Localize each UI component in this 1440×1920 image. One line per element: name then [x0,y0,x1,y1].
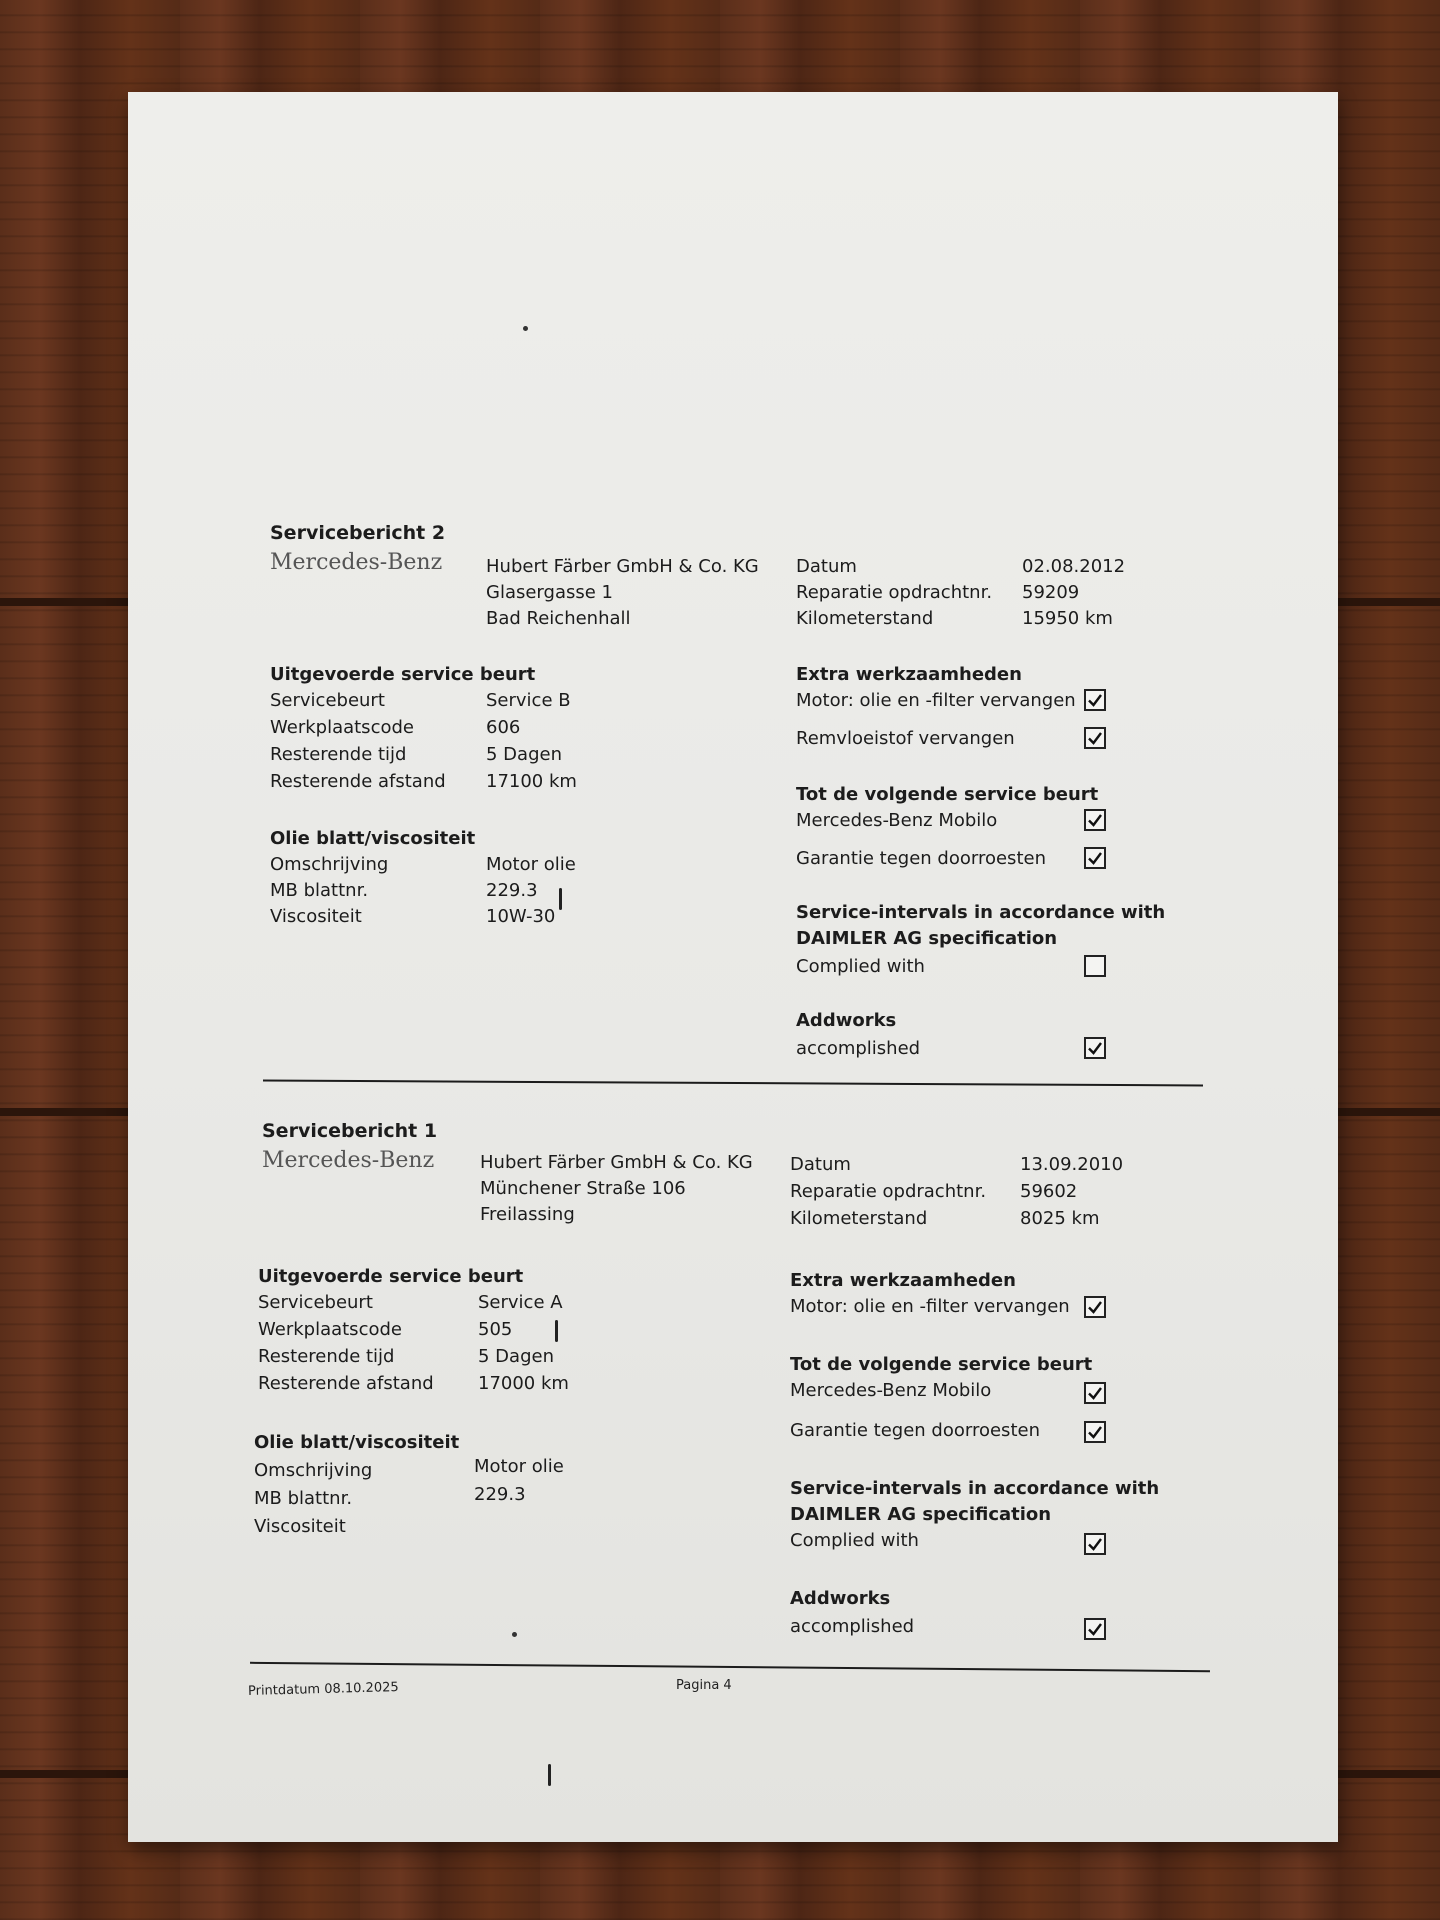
oil-label: Omschrijving [254,1460,373,1481]
intervals-heading: DAIMLER AG specification [796,928,1058,949]
oil-label: MB blattnr. [254,1488,353,1509]
checkmark-icon [1087,692,1103,708]
report-title: Servicebericht 1 [262,1120,438,1142]
checkmark-icon [1087,850,1103,866]
intervals-checkbox[interactable] [1084,955,1106,977]
paper-mark [559,888,562,910]
extra-item-checkbox[interactable] [1084,1296,1106,1318]
service-value: 17100 km [486,771,577,792]
extra-item-label: Motor: olie en -filter vervangen [796,690,1076,711]
dealer-street: Münchener Straße 106 [480,1178,686,1199]
dealer-name: Hubert Färber GmbH & Co. KG [480,1152,753,1173]
service-heading: Uitgevoerde service beurt [270,664,536,685]
oil-heading: Olie blatt/viscositeit [270,828,476,849]
brand-logo-text: Mercedes-Benz [270,550,443,575]
service-value: 505 [478,1319,513,1340]
addworks-heading: Addworks [796,1010,897,1031]
service-label: Servicebeurt [258,1292,373,1313]
next-item-label: Mercedes-Benz Mobilo [790,1380,992,1401]
intervals-item-label: Complied with [790,1530,919,1551]
info-label: Reparatie opdrachtnr. [796,582,993,603]
info-value: 13.09.2010 [1020,1154,1124,1175]
checkmark-icon [1087,1385,1103,1401]
checkmark-icon [1087,812,1103,828]
oil-value: Motor olie [474,1456,564,1477]
oil-value: 229.3 [474,1484,526,1505]
next-item-checkbox[interactable] [1084,1421,1106,1443]
service-document [128,92,1338,1842]
next-item-checkbox[interactable] [1084,1382,1106,1404]
extra-item-label: Remvloeistof vervangen [796,728,1015,749]
print-date: Printdatum 08.10.2025 [247,1680,399,1699]
addworks-heading: Addworks [790,1588,891,1609]
info-label: Kilometerstand [796,608,934,629]
intervals-item-label: Complied with [796,956,925,977]
info-label: Kilometerstand [790,1208,928,1229]
extra-heading: Extra werkzaamheden [796,664,1022,685]
info-value: 15950 km [1022,608,1113,629]
checkmark-icon [1087,1536,1103,1552]
report-title: Servicebericht 2 [270,522,446,544]
addworks-item-label: accomplished [796,1038,921,1059]
service-label: Servicebeurt [270,690,385,711]
dealer-city: Freilassing [480,1204,575,1225]
section-divider [263,1080,1203,1087]
section-divider [250,1662,1210,1672]
oil-value: Motor olie [486,854,576,875]
service-heading: Uitgevoerde service beurt [258,1266,524,1287]
service-value: Service A [478,1292,563,1313]
addworks-checkbox[interactable] [1084,1618,1106,1640]
page-number: Pagina 4 [676,1678,732,1693]
extra-item-checkbox[interactable] [1084,689,1106,711]
info-value: 02.08.2012 [1022,556,1126,577]
service-value: 17000 km [478,1373,569,1394]
checkmark-icon [1087,1040,1103,1056]
intervals-checkbox[interactable] [1084,1533,1106,1555]
oil-label: Omschrijving [270,854,389,875]
service-value: 5 Dagen [486,744,562,765]
service-value: Service B [486,690,571,711]
oil-value: 229.3 [486,880,538,901]
checkmark-icon [1087,1424,1103,1440]
service-value: 606 [486,717,521,738]
addworks-item-label: accomplished [790,1616,915,1637]
service-label: Resterende afstand [258,1373,434,1394]
checkmark-icon [1087,730,1103,746]
next-item-checkbox[interactable] [1084,847,1106,869]
oil-heading: Olie blatt/viscositeit [254,1432,460,1453]
dealer-name: Hubert Färber GmbH & Co. KG [486,556,759,577]
oil-label: Viscositeit [270,906,362,927]
paper-mark [548,1764,551,1786]
intervals-heading: Service-intervals in accordance with [796,902,1166,923]
info-label: Datum [796,556,857,577]
checkmark-icon [1087,1621,1103,1637]
oil-value: 10W-30 [486,906,556,927]
next-service-heading: Tot de volgende service beurt [796,784,1099,805]
extra-item-checkbox[interactable] [1084,727,1106,749]
addworks-checkbox[interactable] [1084,1037,1106,1059]
info-value: 59602 [1020,1181,1078,1202]
next-item-label: Mercedes-Benz Mobilo [796,810,998,831]
service-label: Resterende tijd [270,744,407,765]
checkmark-icon [1087,1299,1103,1315]
info-label: Reparatie opdrachtnr. [790,1181,987,1202]
paper-mark [555,1320,558,1342]
dealer-street: Glasergasse 1 [486,582,613,603]
oil-label: Viscositeit [254,1516,346,1537]
paper-speck [523,326,528,331]
intervals-heading: Service-intervals in accordance with [790,1478,1160,1499]
service-label: Werkplaatscode [258,1319,402,1340]
service-label: Werkplaatscode [270,717,414,738]
extra-item-label: Motor: olie en -filter vervangen [790,1296,1070,1317]
next-service-heading: Tot de volgende service beurt [790,1354,1093,1375]
next-item-checkbox[interactable] [1084,809,1106,831]
info-value: 8025 km [1020,1208,1100,1229]
brand-logo-text: Mercedes-Benz [262,1148,435,1173]
service-label: Resterende afstand [270,771,446,792]
next-item-label: Garantie tegen doorroesten [796,848,1046,869]
paper-speck [512,1632,517,1637]
service-label: Resterende tijd [258,1346,395,1367]
next-item-label: Garantie tegen doorroesten [790,1420,1040,1441]
dealer-city: Bad Reichenhall [486,608,631,629]
info-label: Datum [790,1154,851,1175]
oil-label: MB blattnr. [270,880,369,901]
intervals-heading: DAIMLER AG specification [790,1504,1052,1525]
service-value: 5 Dagen [478,1346,554,1367]
extra-heading: Extra werkzaamheden [790,1270,1016,1291]
info-value: 59209 [1022,582,1080,603]
